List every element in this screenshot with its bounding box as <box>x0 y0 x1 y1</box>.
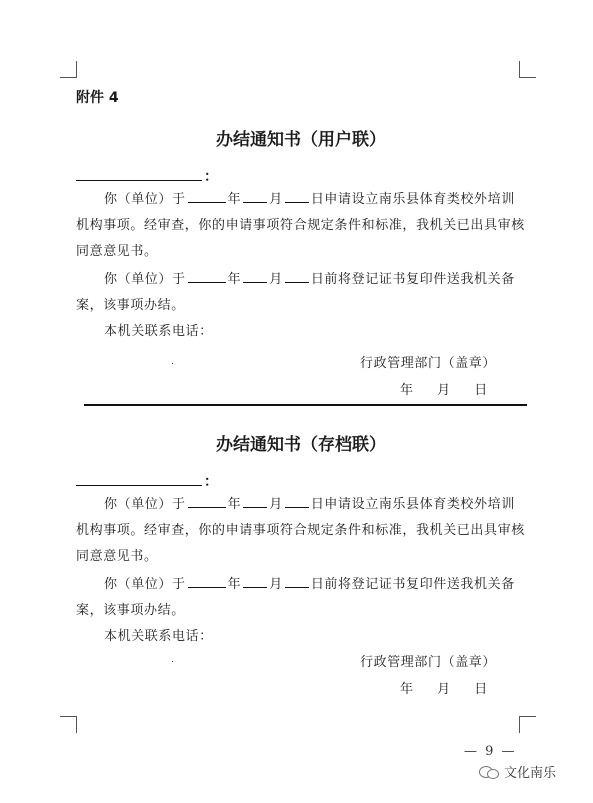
notice-user-copy <box>76 127 526 345</box>
paragraph-filing: 你（单位）于 年 月 日前将登记证书复印件送我机关备案，该事项办结。 <box>76 572 526 624</box>
paragraph-application: 你（单位）于 年 月 日申请设立南乐县体育类校外培训机构事项。经审查，你的申请事项符合规定条件和标准，我机关已出具审核同意意见书。 <box>76 492 526 570</box>
contact-phone-label: 本机关联系电话： <box>104 324 213 339</box>
section-divider <box>84 404 527 406</box>
annex-label: 附件 4 <box>76 90 119 106</box>
watermark-text: 文化南乐 <box>504 766 557 781</box>
signature-date: 年 月 日 <box>400 383 498 398</box>
recipient-blank <box>76 470 202 486</box>
recipient-colon: ： <box>204 474 218 490</box>
watermark <box>479 762 556 781</box>
page-number: — 9 — <box>464 744 517 759</box>
notice-title: 办结通知书（用户联） <box>216 130 386 150</box>
recipient-colon: ： <box>204 169 218 185</box>
signature-date: 年 月 日 <box>400 682 498 697</box>
crop-mark-bottom-right <box>519 716 536 733</box>
wechat-icon <box>479 764 499 780</box>
recipient-blank <box>76 165 202 181</box>
notice-title: 办结通知书（存档联） <box>216 435 386 455</box>
recipient-line <box>76 165 526 185</box>
crop-mark-bottom-left <box>60 716 77 733</box>
recipient-line <box>76 470 526 490</box>
signature-dept: 行政管理部门（盖章） <box>360 356 497 371</box>
stray-dot <box>172 363 173 364</box>
stray-dot <box>172 661 173 662</box>
crop-mark-top-right <box>519 61 536 78</box>
notice-archive-copy <box>76 432 526 650</box>
crop-mark-top-left <box>60 61 77 78</box>
paragraph-application: 你（单位）于 年 月 日申请设立南乐县体育类校外培训机构事项。经审查，你的申请事项符合规定条件和标准，我机关已出具审核同意意见书。 <box>76 187 526 265</box>
signature-dept: 行政管理部门（盖章） <box>360 655 497 670</box>
paragraph-filing: 你（单位）于 年 月 日前将登记证书复印件送我机关备案，该事项办结。 <box>76 267 526 319</box>
contact-phone-label: 本机关联系电话： <box>104 629 213 644</box>
